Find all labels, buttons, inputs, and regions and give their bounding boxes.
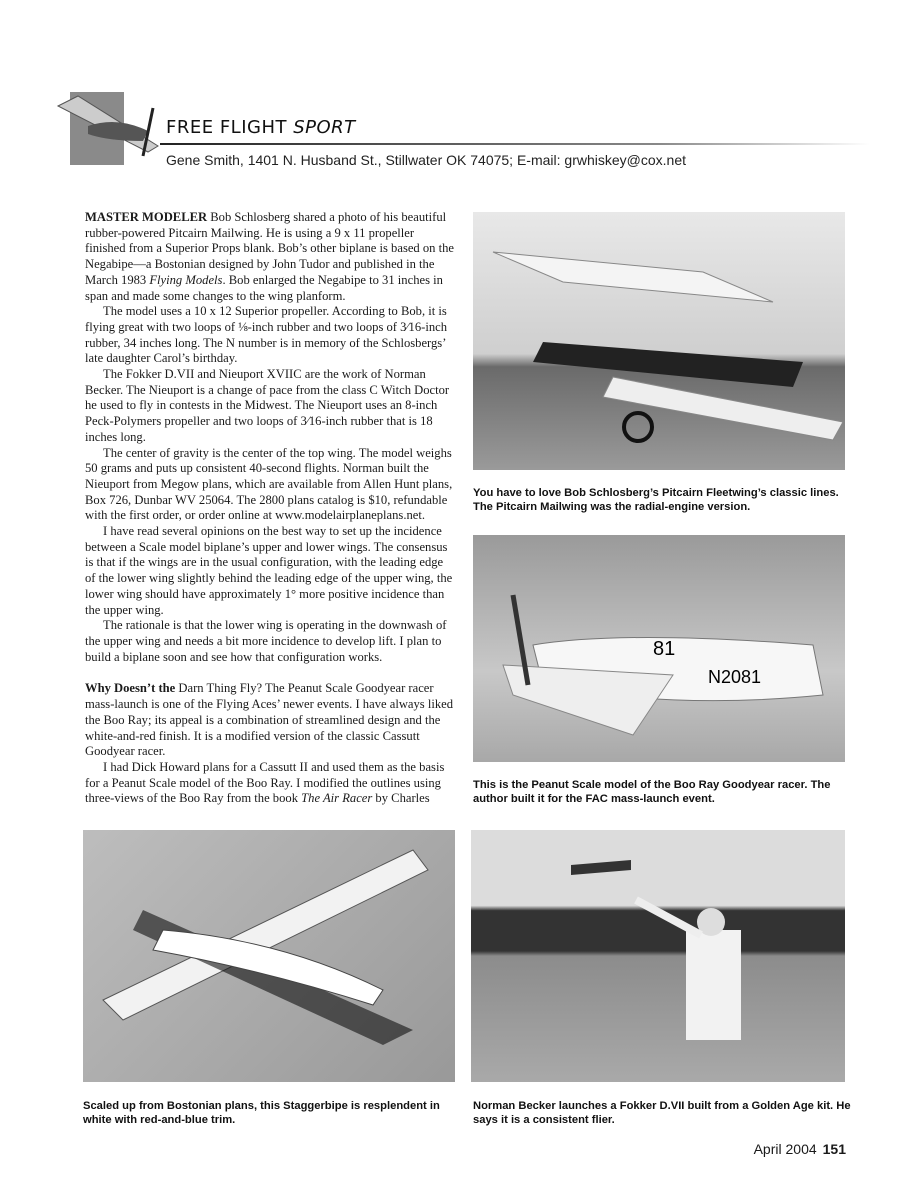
- text: I had Dick Howard plans for a Cassutt II and used them as the basis for a Peanut Scale model of the Boo Ray. I modified the outlines using three-views of the Boo Ray from the book: [85, 759, 445, 806]
- lead-in: Why Doesn’t the: [85, 681, 176, 696]
- text: The model uses a 10 x 12 Superior propeller. According to Bob, it is flying great with two loops of ⅛-inch rubber and two loops of 3⁄16-inch rubber, 34 inches long. The N number is in memory of the Schlosbergs’ late daughter Carol’s birthday.: [85, 304, 448, 366]
- racer-registration: N2081: [708, 667, 762, 687]
- italic-title: Flying Models: [149, 272, 223, 287]
- article-paragraph: [85, 524, 455, 618]
- lead-in: MASTER MODELER: [85, 210, 208, 224]
- photo-staggerbipe: [83, 830, 455, 1082]
- text: Darn Thing Fly? The Peanut Scale Goodyear racer mass-launch is one of the Flying Aces’ newer events. I have always liked the Boo Ray; its appeal is a combination of streamlined design and the white-and-red finish. It is a modified version of the classic Cassutt Goodyear racer.: [85, 681, 454, 759]
- article-paragraph: [85, 367, 455, 446]
- photo-caption: Scaled up from Bostonian plans, this Staggerbipe is resplendent in white with red-and-blue trim.: [83, 1100, 440, 1126]
- article-paragraph: [85, 304, 455, 367]
- photo-caption: This is the Peanut Scale model of the Boo Ray Goodyear racer. The author built it for the FAC mass-launch event.: [473, 779, 831, 805]
- title-italic: SPORT: [293, 117, 356, 138]
- photo-fokker-launch: [471, 830, 845, 1082]
- photo-boo-ray-racer: [473, 535, 845, 762]
- article-paragraph: [85, 446, 455, 525]
- article-paragraph: [85, 681, 455, 760]
- page-number: 151: [822, 1141, 846, 1157]
- photo-caption: You have to love Bob Schlosberg’s Pitcairn Fleetwing’s classic lines. The Pitcairn Mailwing was the radial-engine version.: [473, 487, 839, 513]
- text: . Bob enlarged the Negabipe to 31 inches in span and made some changes to the wing planform.: [85, 272, 443, 303]
- column-title: [166, 117, 356, 138]
- header-rule: [160, 143, 870, 145]
- issue-date: April 2004: [753, 1141, 817, 1157]
- title-main: FREE FLIGHT: [166, 117, 294, 138]
- text: The center of gravity is the center of the top wing. The model weighs 50 grams and puts up consistent 40-second flights. Norman built the Nieuport from Megow plans, which are available from Allen Hunt plans, Box 726, Dunbar WV 25064. The 2800 plans catalog is $10, refundable with the first order, or order online at www.modelairplaneplans.net.: [85, 445, 453, 523]
- text: The rationale is that the lower wing is operating in the downwash of the upper wing and needs a bit more incidence to develop lift. I plan to build a biplane soon and see how that configuration works.: [85, 618, 447, 664]
- article-body: [85, 210, 455, 807]
- page-footer: [754, 1141, 846, 1157]
- article-paragraph: [85, 618, 455, 665]
- italic-title: The Air Racer: [301, 791, 373, 806]
- text: I have read several opinions on the best way to set up the incidence between a Scale model biplane’s upper and lower wings. The consensus is that if the wings are in the usual configuration, with the leading edge of the lower wing slightly behind the leading edge of the upper wing, the lower wing should have approximately 1° more positive incidence than the upper wing.: [85, 524, 453, 617]
- airplane-logo-icon: [48, 86, 168, 166]
- photo-caption: Norman Becker launches a Fokker D.VII built from a Golden Age kit. He says it is a consistent flier.: [473, 1100, 851, 1126]
- photo-pitcairn-biplane: [473, 212, 845, 470]
- author-byline: Gene Smith, 1401 N. Husband St., Stillwater OK 74075; E-mail: grwhiskey@cox.net: [166, 152, 687, 168]
- text: The Fokker D.VII and Nieuport XVIIC are the work of Norman Becker. The Nieuport is a change of pace from the class C Witch Doctor he used to fly in contests in the Midwest. The Nieuport uses an 8-inch Peck-Polymers propeller and two loops of 3⁄16-inch rubber that is 18 inches long.: [85, 367, 450, 444]
- article-paragraph: [85, 760, 455, 807]
- article-paragraph: [85, 210, 455, 304]
- text: by Charles: [372, 791, 430, 806]
- racer-number: 81: [653, 638, 676, 660]
- text: Bob Schlosberg shared a photo of his beautiful rubber-powered Pitcairn Mailwing. He is using a 9 x 11 propeller finished from a Superior Props blank. Bob’s other biplane is based on the Negabipe—a Bostonian designed by John Tudor and published in the March 1983: [85, 210, 455, 287]
